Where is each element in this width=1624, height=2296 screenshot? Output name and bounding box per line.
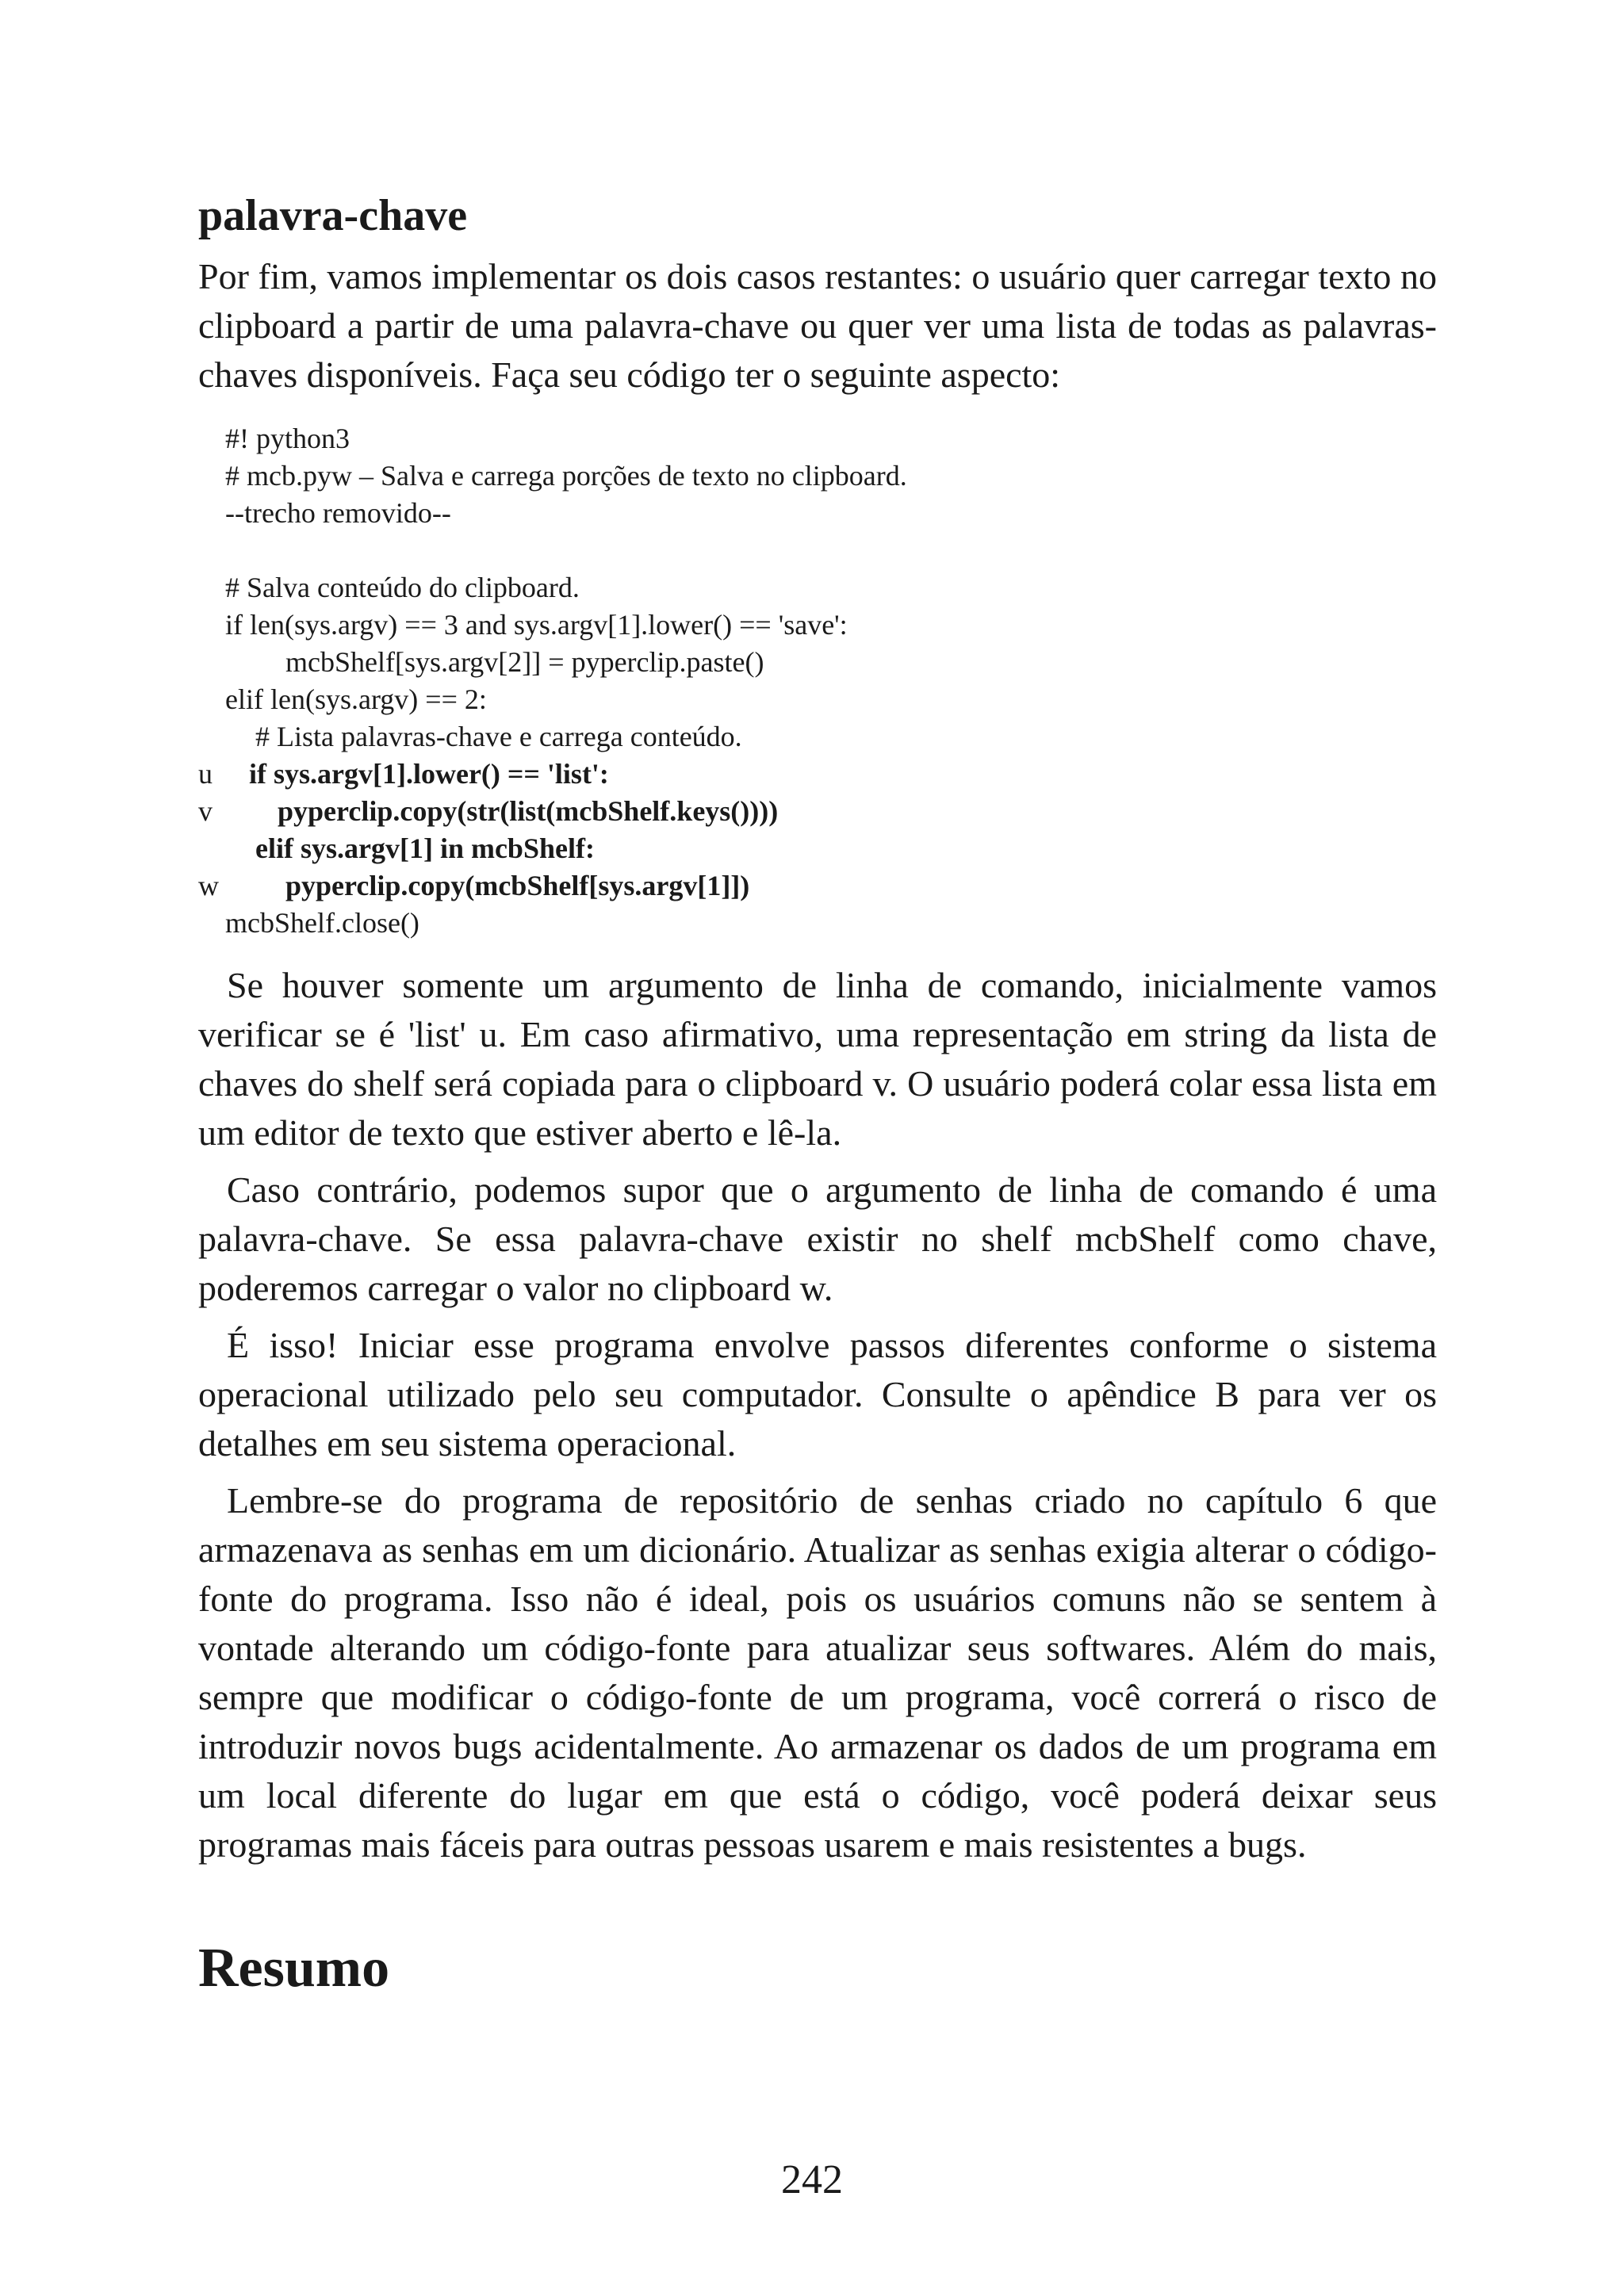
code-line <box>198 756 1437 793</box>
code-line <box>198 681 1437 718</box>
code-block <box>198 420 1437 942</box>
code-line <box>198 457 1437 495</box>
body-paragraph: É isso! Iniciar esse programa envolve passos diferentes conforme o sistema operacional utilizado pelo seu computador. Consulte o apêndice B para ver os detalhes em seu sistema operacional. <box>198 1325 1437 1464</box>
code-text: #! python3 <box>225 423 350 455</box>
page-content <box>198 190 1437 1999</box>
code-line <box>198 495 1437 532</box>
code-text: # mcb.pyw – Salva e carrega porções de texto no clipboard. <box>225 460 907 492</box>
code-line <box>198 420 1437 457</box>
code-line <box>198 644 1437 681</box>
code-line <box>198 793 1437 830</box>
code-line <box>198 718 1437 756</box>
callout-marker: u <box>198 758 213 790</box>
code-line <box>198 607 1437 644</box>
code-text: pyperclip.copy(str(list(mcbShelf.keys()))) <box>278 795 779 828</box>
body-paragraph: Se houver somente um argumento de linha de comando, inicialmente vamos verificar se é 'list' u. Em caso afirmativo, uma representação em string da lista de chaves do shelf será copiada para o clipboard v. O usuário poderá colar essa lista em um editor de texto que estiver aberto e lê-la. <box>198 965 1437 1154</box>
code-line <box>198 905 1437 942</box>
chapter-heading: Resumo <box>198 1938 390 1999</box>
code-text: --trecho removido-- <box>225 497 451 530</box>
page-number: 242 <box>781 2157 843 2202</box>
intro-paragraph: Por fim, vamos implementar os dois casos restantes: o usuário quer carregar texto no clipboard a partir de uma palavra-chave ou quer ver uma lista de todas as palavras-chaves disponíveis. Faça seu código ter o seguinte aspecto: <box>198 256 1437 396</box>
code-text: pyperclip.copy(mcbShelf[sys.argv[1]]) <box>285 870 750 902</box>
code-text: if len(sys.argv) == 3 and sys.argv[1].lower() == 'save': <box>225 609 848 641</box>
code-text: mcbShelf[sys.argv[2]] = pyperclip.paste() <box>285 646 764 679</box>
code-text: elif sys.argv[1] in mcbShelf: <box>255 832 595 865</box>
code-text: elif len(sys.argv) == 2: <box>225 683 487 716</box>
code-text: mcbShelf.close() <box>225 907 419 939</box>
section-heading: palavra-chave <box>198 191 468 240</box>
callout-marker: w <box>198 870 219 902</box>
body-paragraph: Caso contrário, podemos supor que o argumento de linha de comando é uma palavra-chave. Se essa palavra-chave existir no shelf mcbShelf como chave, poderemos carregar o valor no clipboard w. <box>198 1169 1437 1309</box>
code-line <box>198 867 1437 905</box>
code-line <box>198 569 1437 607</box>
code-line <box>198 830 1437 867</box>
code-text: if sys.argv[1].lower() == 'list': <box>249 758 609 790</box>
callout-marker: v <box>198 795 213 828</box>
body-paragraph: Lembre-se do programa de repositório de senhas criado no capítulo 6 que armazenava as senhas em um dicionário. Atualizar as senhas exigia alterar o código-fonte do programa. Isso não é ideal, pois os usuários comuns não se sentem à vontade alterando um código-fonte para atualizar seus softwares. Além do mais, sempre que modificar o código-fonte de um programa, você correrá o risco de introduzir novos bugs acidentalmente. Ao armazenar os dados de um programa em um local diferente do lugar em que está o código, você poderá deixar seus programas mais fáceis para outras pessoas usarem e mais resistentes a bugs. <box>198 1480 1437 1866</box>
code-text: # Salva conteúdo do clipboard. <box>225 572 580 604</box>
code-line <box>198 532 1437 569</box>
code-text: # Lista palavras-chave e carrega conteúdo. <box>255 721 742 753</box>
